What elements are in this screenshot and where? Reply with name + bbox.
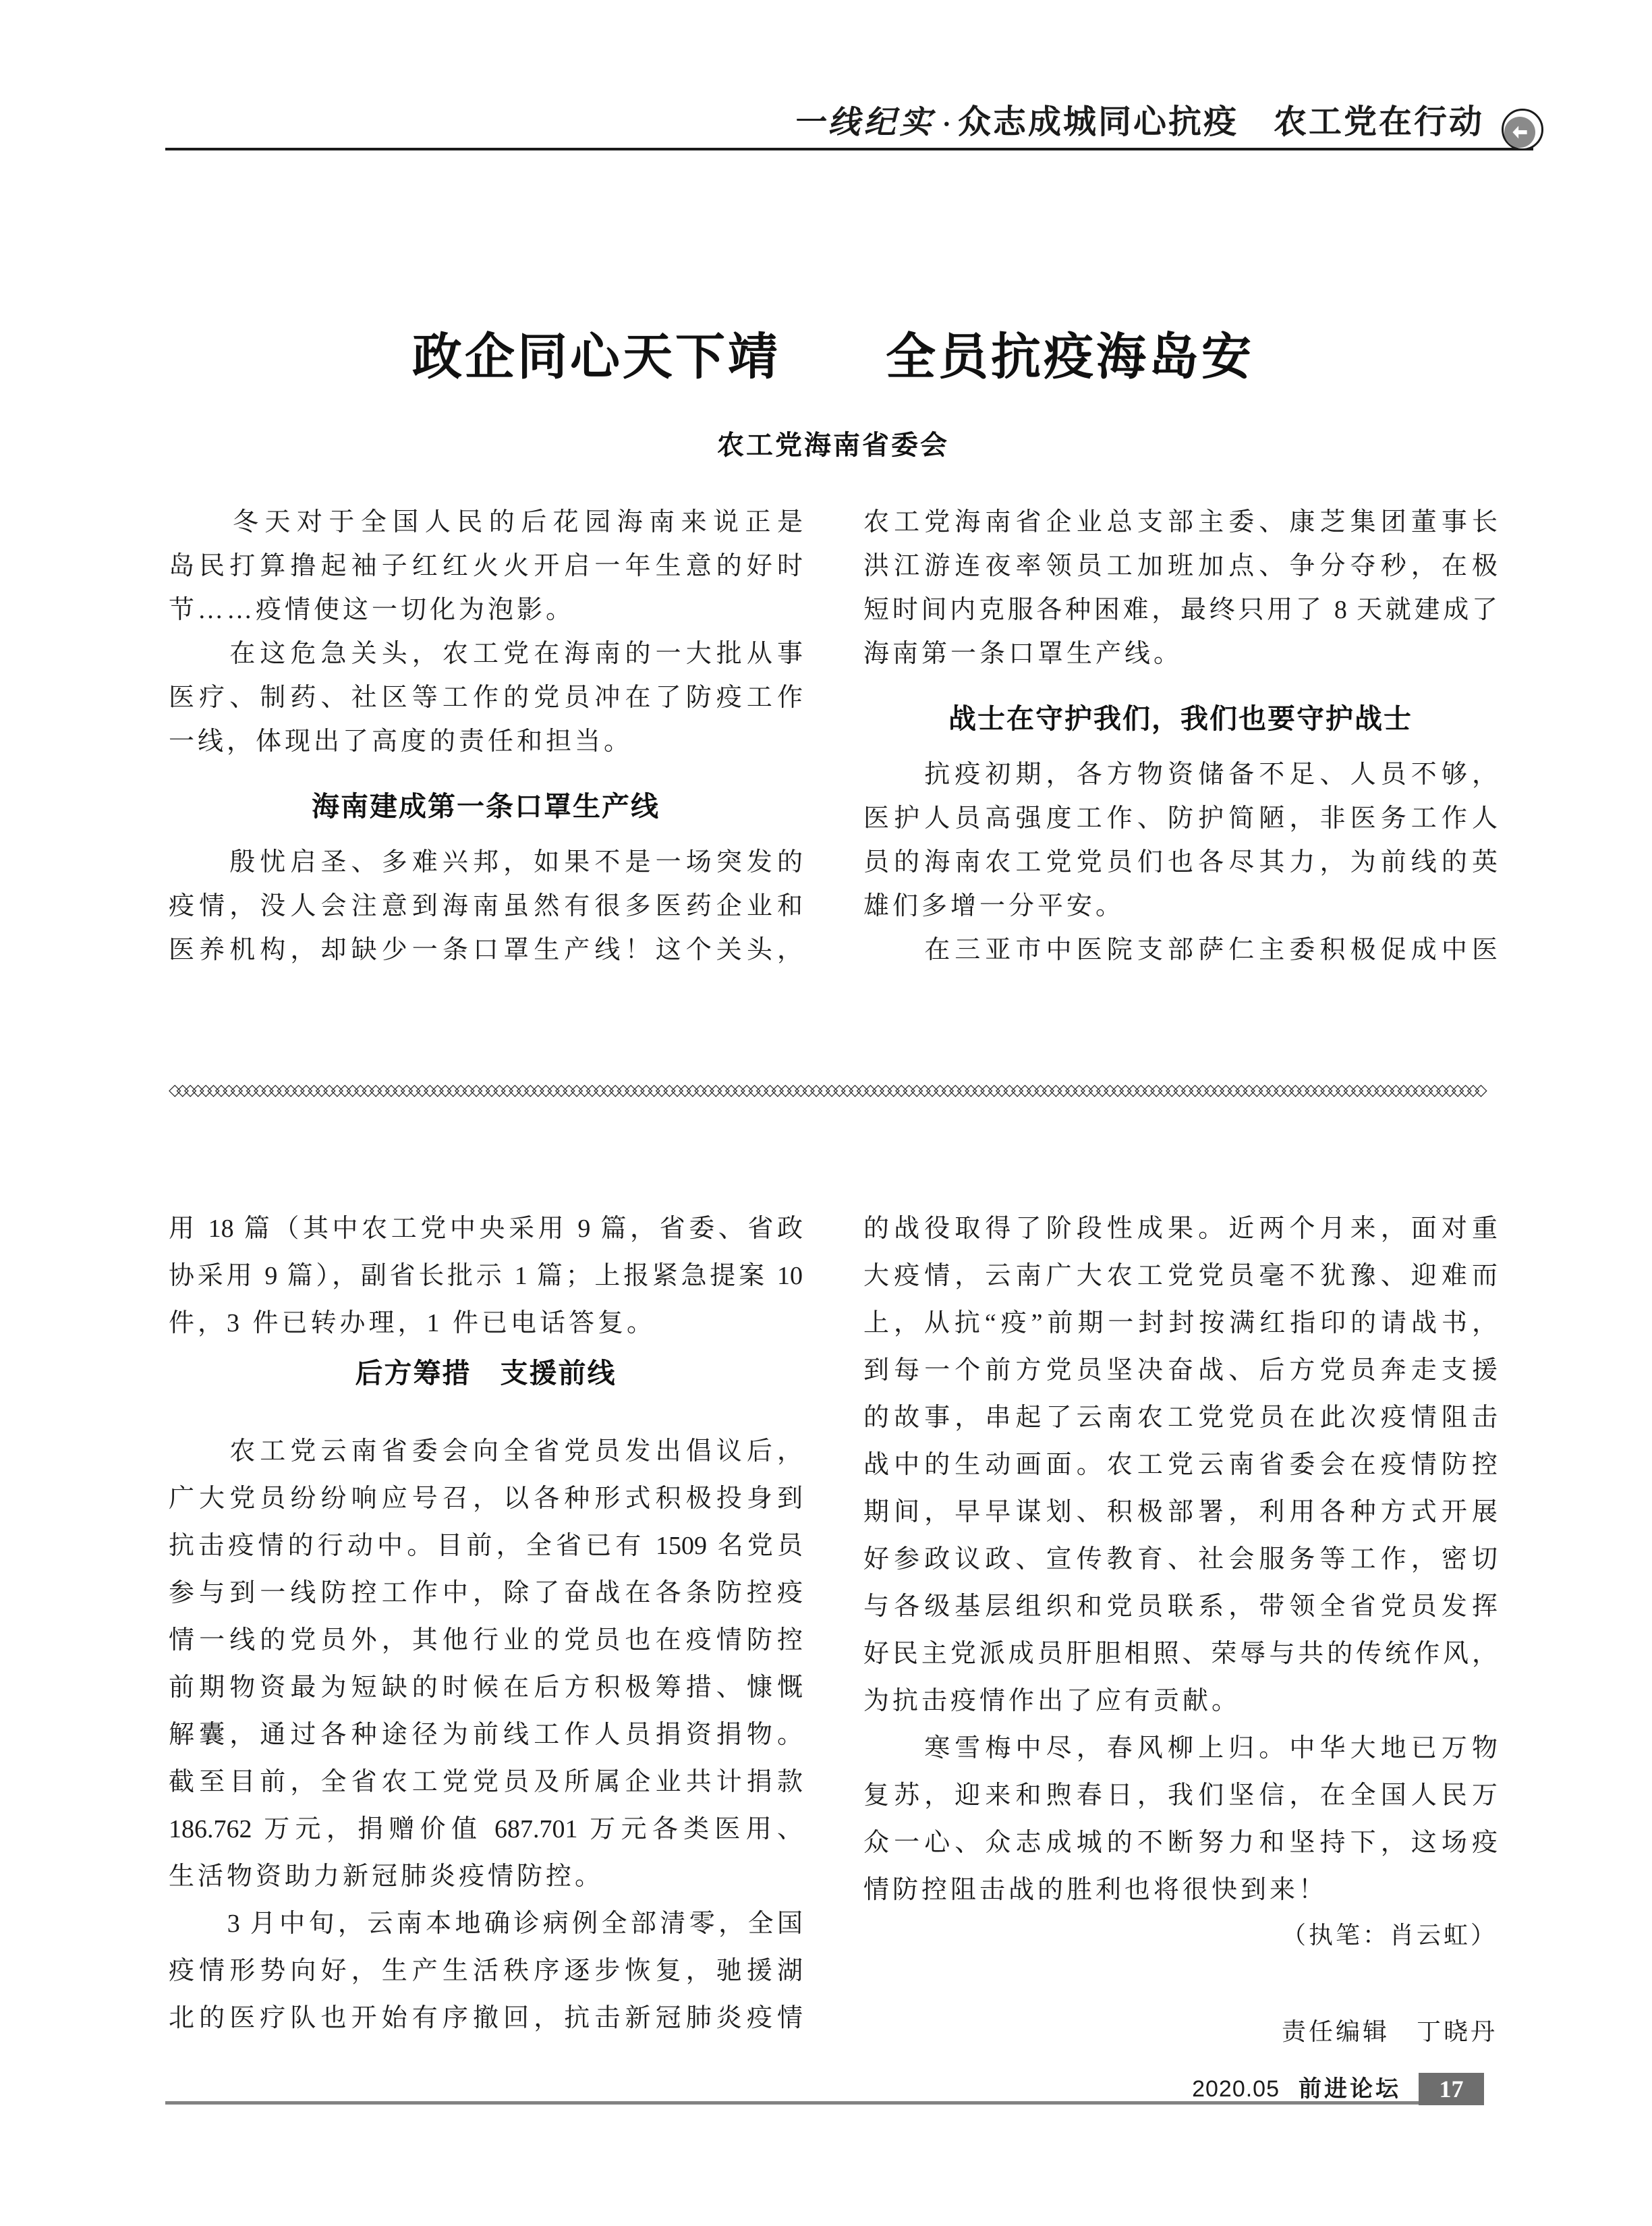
- footer: [169, 2070, 1401, 2103]
- text-line: 广大党员纷纷响应号召，以各种形式积极投身到: [169, 1484, 803, 1513]
- text-line: 好民主党派成员肝胆相照、荣辱与共的传统作风，: [863, 1640, 1498, 1668]
- text-line: 前期物资最为短缺的时候在后方积极筹措、慷慨: [169, 1673, 803, 1702]
- text-line: 截至目前，全省农工党党员及所属企业共计捐款: [169, 1768, 803, 1796]
- text-line: 用 18 篇（其中农工党中央采用 9 篇，省委、省政: [169, 1215, 803, 1243]
- text-line: 复苏，迎来和煦春日，我们坚信，在全国人民万: [863, 1781, 1498, 1810]
- text-line: 到每一个前方党员坚决奋战、后方党员奔走支援: [863, 1356, 1498, 1385]
- text-line: 医养机构，却缺少一条口罩生产线！这个关头，: [169, 936, 803, 964]
- ornamental-divider: ◇◇◇◇◇◇◇◇◇◇◇◇◇◇◇◇◇◇◇◇◇◇◇◇◇◇◇◇◇◇◇◇◇◇◇◇◇◇◇◇◇◇◇◇◇◇◇◇◇◇◇◇◇◇◇◇◇◇◇◇◇◇◇◇◇◇◇◇◇◇◇◇◇◇◇◇◇◇◇◇◇◇◇◇◇◇◇◇◇◇◇◇◇◇◇◇◇◇◇◇◇◇◇◇◇◇◇◇◇◇◇◇◇◇◇◇◇◇◇◇◇◇◇◇◇◇◇◇◇◇◇◇◇◇◇◇◇◇◇◇◇◇◇◇◇◇◇◇◇◇◇◇◇◇◇◇◇◇◇◇◇◇◇◇◇◇◇◇◇◇: [169, 1082, 1483, 1099]
- page-number-badge: 17: [1419, 2073, 1484, 2105]
- upper-right-column: [863, 501, 1498, 972]
- header-column-label: 一线纪实: [792, 105, 936, 140]
- left-arrow-icon: [1504, 117, 1535, 148]
- text-line: 北的医疗队也开始有序撤回，抗击新冠肺炎疫情: [169, 2004, 803, 2032]
- text-line: 与各级基层组织和党员联系，带领全省党员发挥: [863, 1592, 1498, 1621]
- text-line: 3 月中旬，云南本地确诊病例全部清零，全国: [169, 1910, 803, 1938]
- page-header: [0, 99, 1484, 154]
- text-line: 医护人员高强度工作、防护简陋，非医务工作人: [863, 804, 1498, 833]
- article-author: 农工党海南省委会: [717, 430, 949, 460]
- lower-right-column: [863, 1205, 1498, 2054]
- header-rule: [165, 148, 1533, 150]
- text-line: 协采用 9 篇），副省长批示 1 篇；上报紧急提案 10: [169, 1262, 803, 1290]
- text-line: 众一心、众志成城的不断努力和坚持下，这场疫: [863, 1829, 1498, 1857]
- text-line: 员的海南农工党党员们也各尽其力，为前线的英: [863, 848, 1498, 877]
- text-line: 农工党云南省委会向全省党员发出倡议后，: [169, 1437, 803, 1466]
- text-line: 殷忧启圣、多难兴邦，如果不是一场突发的: [169, 848, 803, 877]
- text-line: 在这危急关头，农工党在海南的一大批从事: [169, 640, 803, 668]
- text-line: 为抗击疫情作出了应有贡献。: [863, 1687, 1241, 1715]
- text-line: 战中的生动画面。农工党云南省委会在疫情防控: [863, 1451, 1498, 1479]
- text-line: 情一线的党员外，其他行业的党员也在疫情防控: [169, 1626, 803, 1654]
- text-line: 件，3 件已转办理，1 件已电话答复。: [169, 1309, 656, 1337]
- footer-issue-date: 2020.05: [1192, 2076, 1280, 2102]
- article-title: 政企同心天下靖 全员抗疫海岛安: [412, 329, 1254, 385]
- text-line: 一线，体现出了高度的责任和担当。: [169, 727, 633, 756]
- text-line: 岛民打算撸起袖子红红火火开启一年生意的好时: [169, 552, 803, 580]
- text-line: 好参政议政、宣传教育、社会服务等工作，密切: [863, 1545, 1498, 1574]
- text-line: 海南第一条口罩生产线。: [863, 640, 1183, 668]
- text-line: 的战役取得了阶段性成果。近两个月来，面对重: [863, 1215, 1498, 1243]
- text-line: 参与到一线防控工作中，除了奋战在各条防控疫: [169, 1579, 803, 1607]
- text-line: 洪江游连夜率领员工加班加点、争分夺秒，在极: [863, 552, 1498, 580]
- upper-left-column: [169, 501, 803, 972]
- text-line: 的故事，串起了云南农工党党员在此次疫情阻击: [863, 1403, 1498, 1432]
- text-line: 大疫情，云南广大农工党党员毫不犹豫、迎难而: [863, 1262, 1498, 1290]
- text-line: 医疗、制药、社区等工作的党员冲在了防疫工作: [169, 684, 803, 712]
- text-line: 上，从抗“疫”前期一封封按满红指印的请战书，: [863, 1309, 1498, 1337]
- lower-left-column: [169, 1205, 803, 2042]
- text-line: 短时间内克服各种困难，最终只用了 8 天就建成了: [863, 596, 1498, 624]
- header-separator-dot: ·: [942, 109, 951, 139]
- text-line: 节……疫情使这一切化为泡影。: [169, 596, 575, 624]
- section-heading: 战士在守护我们，我们也要守护战士: [948, 703, 1413, 734]
- section-heading: 后方筹措 支援前线: [355, 1358, 617, 1389]
- text-line: 农工党海南省企业总支部主委、康芝集团董事长: [863, 508, 1498, 536]
- text-line: 在三亚市中医院支部萨仁主委积极促成中医: [863, 936, 1498, 964]
- section-heading: 海南建成第一条口罩生产线: [312, 791, 660, 822]
- text-line: 期间，早早谋划、积极部署，利用各种方式开展: [863, 1498, 1498, 1526]
- header-theme-label: 众志成城同心抗疫 农工党在行动: [957, 104, 1484, 140]
- text-line: 寒雪梅中尽，春风柳上归。中华大地已万物: [863, 1734, 1498, 1762]
- text-line: 责任编辑 丁晓丹: [1281, 2018, 1498, 2045]
- text-line: 雄们多增一分平安。: [863, 892, 1125, 920]
- text-line: 抗疫初期，各方物资储备不足、人员不够，: [863, 760, 1498, 789]
- text-line: 冬天对于全国人民的后花园海南来说正是: [169, 508, 803, 536]
- text-line: 抗击疫情的行动中。目前，全省已有 1509 名党员: [169, 1532, 803, 1560]
- text-line: 生活物资助力新冠肺炎疫情防控。: [169, 1862, 604, 1891]
- text-line: 疫情形势向好，生产生活秩序逐步恢复，驰援湖: [169, 1957, 803, 1985]
- text-line: 186.762 万元，捐赠价值 687.701 万元各类医用、: [169, 1815, 803, 1843]
- text-line: 疫情，没人会注意到海南虽然有很多医药企业和: [169, 892, 803, 920]
- footer-journal-name: 前进论坛: [1299, 2077, 1401, 2102]
- text-line: 解囊，通过各种途径为前线工作人员捐资捐物。: [169, 1721, 803, 1749]
- back-arrow-icon: [1502, 109, 1543, 150]
- text-line: 情防控阻击战的胜利也将很快到来！: [863, 1876, 1328, 1904]
- text-line: （执笔：肖云虹）: [1281, 1922, 1498, 1949]
